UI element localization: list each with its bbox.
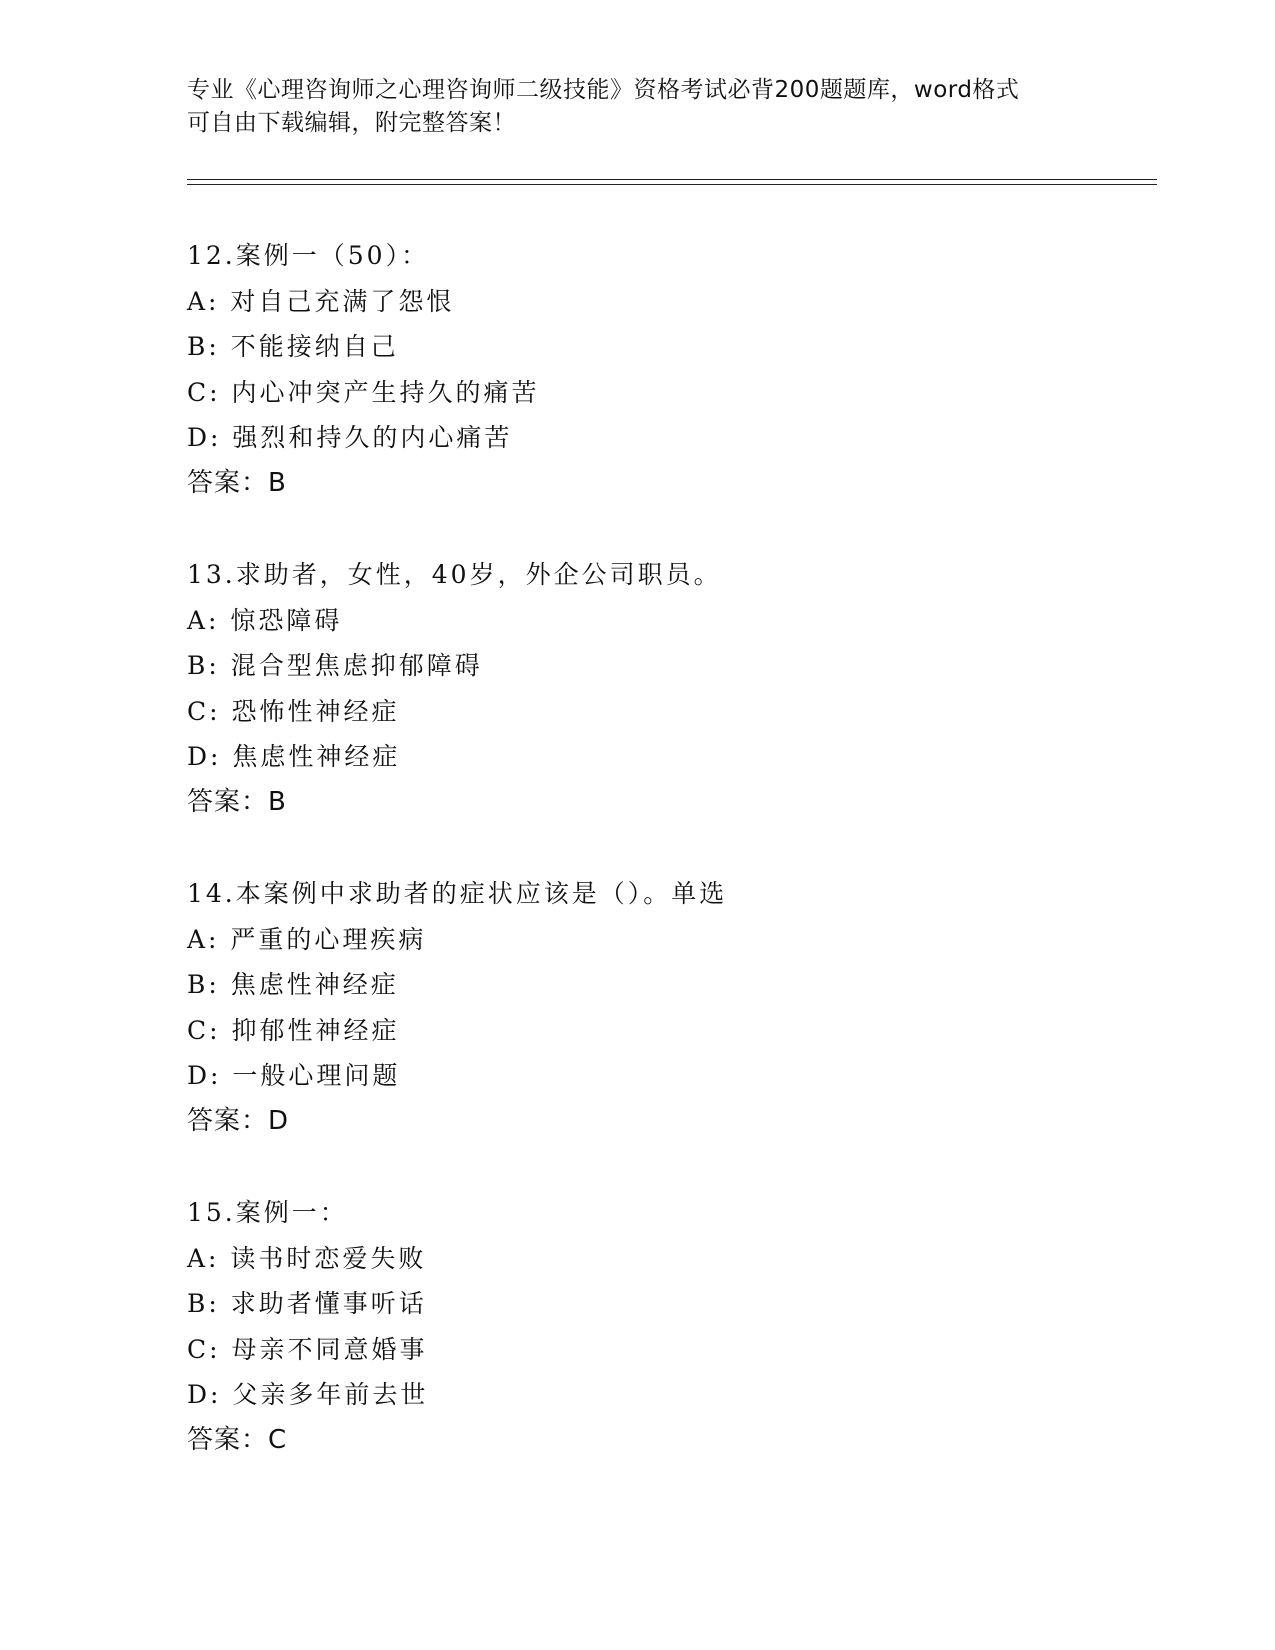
option-b: B: 焦虑性神经症	[187, 970, 399, 1000]
header-line-2: 可自由下载编辑，附完整答案！	[187, 110, 516, 136]
answer-line: 答案：C	[187, 1424, 288, 1455]
question-stem: 12.案例一（50）：	[187, 241, 430, 270]
option-d: D: 焦虑性神经症	[187, 742, 401, 772]
option-d: D: 父亲多年前去世	[187, 1380, 429, 1410]
option-a: A: 对自己充满了怨恨	[187, 286, 455, 316]
question-13	[187, 552, 1137, 826]
option-a: A: 惊恐障碍	[187, 605, 343, 635]
document-header	[187, 74, 1067, 140]
question-12	[187, 233, 1137, 507]
option-b: B: 不能接纳自己	[187, 332, 399, 362]
question-15	[187, 1190, 1137, 1464]
question-stem: 14.本案例中求助者的症状应该是（）。单选	[187, 879, 728, 908]
answer-line: 答案：B	[187, 467, 287, 498]
question-stem: 15.案例一：	[187, 1198, 348, 1227]
header-line-1: 专业《心理咨询师之心理咨询师二级技能》资格考试必背200题题库，word格式	[187, 77, 1020, 103]
option-c: C: 内心冲突产生持久的痛苦	[187, 377, 540, 407]
option-c: C: 抑郁性神经症	[187, 1015, 400, 1045]
option-a: A: 读书时恋爱失败	[187, 1243, 427, 1273]
answer-line: 答案：D	[187, 1105, 290, 1136]
header-divider-top	[187, 179, 1157, 180]
option-b: B: 混合型焦虑抑郁障碍	[187, 651, 483, 681]
option-b: B: 求助者懂事听话	[187, 1289, 427, 1319]
header-divider-bottom	[187, 184, 1157, 185]
option-a: A: 严重的心理疾病	[187, 924, 427, 954]
option-c: C: 母亲不同意婚事	[187, 1334, 428, 1364]
question-stem: 13.求助者，女性，40岁，外企公司职员。	[187, 560, 722, 589]
option-c: C: 恐怖性神经症	[187, 696, 400, 726]
option-d: D: 强烈和持久的内心痛苦	[187, 423, 513, 453]
option-d: D: 一般心理问题	[187, 1061, 401, 1091]
question-14	[187, 871, 1137, 1145]
answer-line: 答案：B	[187, 786, 287, 817]
